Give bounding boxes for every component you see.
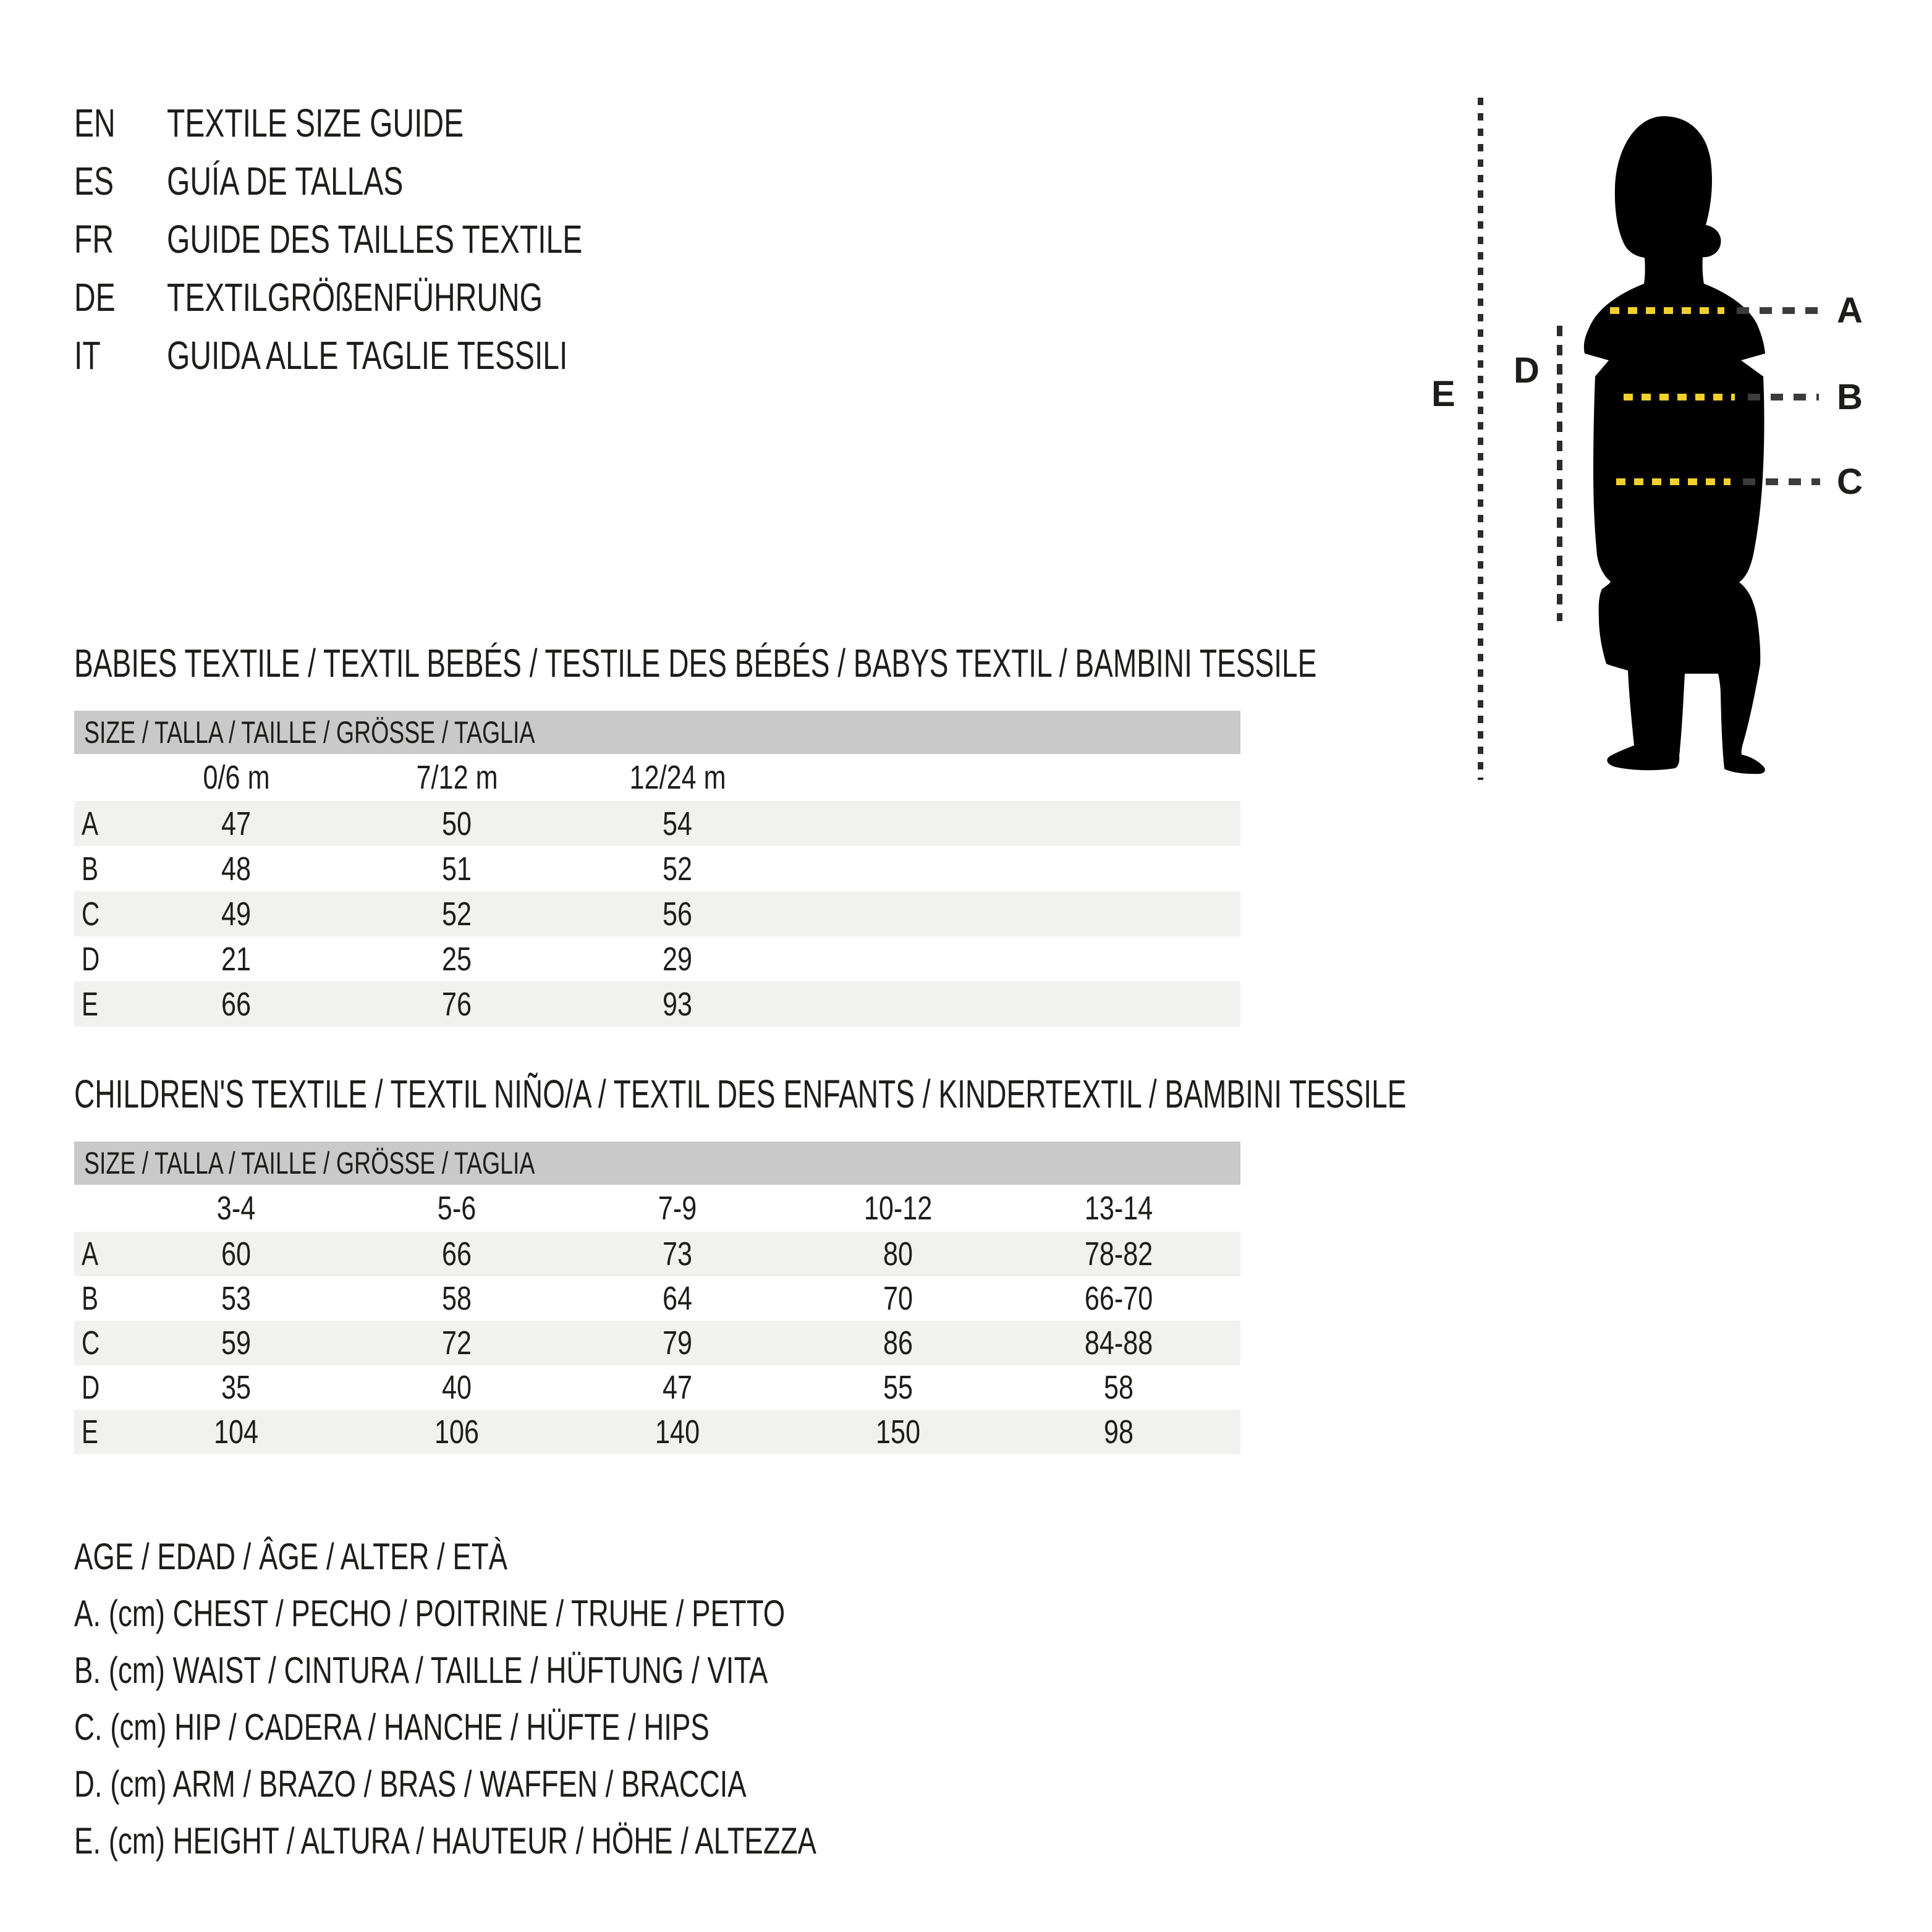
measure-label-e: E	[1431, 374, 1455, 414]
hip-measure-dash-yellow	[1616, 478, 1731, 485]
language-title: GUÍA DE TALLAS	[167, 159, 404, 203]
table-cell: 25	[442, 940, 472, 978]
table-cell: 60	[221, 1235, 252, 1273]
table-cell: 64	[663, 1280, 693, 1317]
table-cell: 72	[442, 1324, 472, 1362]
measurement-legend	[74, 1528, 1051, 1869]
language-title: GUIDE DES TAILLES TEXTILE	[167, 217, 583, 261]
table-cell: 76	[442, 985, 472, 1023]
row-label: D	[82, 940, 100, 978]
child-silhouette-icon	[1570, 112, 1780, 776]
language-row-es	[74, 152, 721, 210]
language-code: IT	[74, 333, 101, 378]
table-cell: 21	[221, 940, 252, 978]
language-row-en	[74, 94, 721, 152]
legend-line-chest: A. (cm) CHEST / PECHO / POITRINE / TRUHE / PETTO	[74, 1592, 786, 1634]
table-cell: 106	[434, 1413, 480, 1451]
arm-guide-dotted-line	[1557, 326, 1562, 621]
children-size-table	[74, 1142, 1240, 1454]
table-cell: 50	[442, 805, 472, 842]
language-title: GUIDA ALLE TAGLIE TESSILI	[167, 333, 568, 378]
row-label: B	[82, 850, 99, 888]
babies-size-table	[74, 711, 1240, 1027]
row-label: B	[82, 1280, 99, 1317]
table-row	[74, 846, 1240, 891]
chest-measure-dash-dark	[1737, 307, 1819, 314]
table-cell: 150	[876, 1413, 921, 1451]
column-header: 5-6	[438, 1190, 477, 1227]
table-cell: 66	[221, 985, 252, 1023]
legend-line-waist: B. (cm) WAIST / CINTURA / TAILLE / HÜFTUNG / VITA	[74, 1649, 768, 1691]
column-header: 10-12	[864, 1190, 933, 1227]
size-header-label: SIZE / TALLA / TAILLE / GRÖSSE / TAGLIA	[84, 1146, 535, 1180]
language-title: TEXTILGRÖßENFÜHRUNG	[167, 275, 543, 320]
table-row	[74, 801, 1240, 846]
table-cell: 104	[214, 1413, 259, 1451]
measure-label-c: C	[1837, 462, 1863, 502]
babies-column-header-row	[74, 754, 1240, 801]
language-title-block	[74, 94, 721, 384]
row-label: D	[82, 1369, 100, 1406]
size-header-bar	[74, 1142, 1240, 1185]
table-cell: 48	[221, 850, 252, 888]
table-row	[74, 936, 1240, 981]
language-title: TEXTILE SIZE GUIDE	[167, 101, 464, 145]
hip-measure-dash-dark	[1743, 478, 1820, 485]
table-cell: 98	[1104, 1413, 1134, 1451]
language-row-fr	[74, 210, 721, 268]
column-header: 7-9	[658, 1190, 697, 1227]
table-row	[74, 891, 1240, 936]
legend-line-arm: D. (cm) ARM / BRAZO / BRAS / WAFFEN / BRACCIA	[74, 1763, 747, 1805]
table-row	[74, 1321, 1240, 1365]
table-row	[74, 981, 1240, 1027]
language-row-it	[74, 326, 721, 384]
table-cell: 86	[883, 1324, 913, 1362]
table-cell: 52	[663, 850, 693, 888]
row-label: C	[82, 895, 100, 933]
column-header: 7/12 m	[416, 759, 498, 796]
language-code: DE	[74, 275, 116, 320]
column-header: 0/6 m	[203, 759, 270, 796]
measure-label-b: B	[1837, 377, 1863, 417]
table-cell: 47	[663, 1369, 693, 1406]
measure-label-a: A	[1837, 290, 1863, 331]
size-header-bar	[74, 711, 1240, 754]
table-cell: 49	[221, 895, 252, 933]
table-cell: 58	[442, 1280, 472, 1317]
table-cell: 47	[221, 805, 252, 842]
column-header: 13-14	[1085, 1190, 1153, 1227]
row-label: C	[82, 1324, 100, 1362]
table-cell: 66	[442, 1235, 472, 1273]
table-cell: 55	[883, 1369, 913, 1406]
table-cell: 51	[442, 850, 472, 888]
table-cell: 40	[442, 1369, 472, 1406]
legend-line-height: E. (cm) HEIGHT / ALTURA / HAUTEUR / HÖHE / ALTEZZA	[74, 1820, 816, 1862]
size-header-label: SIZE / TALLA / TAILLE / GRÖSSE / TAGLIA	[84, 715, 535, 750]
language-code: ES	[74, 159, 114, 203]
table-cell: 66-70	[1085, 1280, 1153, 1317]
table-cell: 29	[663, 940, 693, 978]
column-header: 12/24 m	[629, 759, 726, 796]
row-label: A	[82, 1235, 99, 1273]
table-cell: 53	[221, 1280, 252, 1317]
table-cell: 78-82	[1085, 1235, 1153, 1273]
table-cell: 54	[663, 805, 693, 842]
table-cell: 73	[663, 1235, 693, 1273]
waist-measure-dash-yellow	[1624, 394, 1735, 400]
row-label: A	[82, 805, 99, 842]
chest-measure-dash-yellow	[1610, 307, 1724, 314]
language-row-de	[74, 268, 721, 326]
table-cell: 70	[883, 1280, 913, 1317]
language-code: FR	[74, 217, 114, 261]
children-section-title: CHILDREN'S TEXTILE / TEXTIL NIÑO/A / TEXTIL DES ENFANTS / KINDERTEXTIL / BAMBINI TESSILE	[74, 1072, 1407, 1116]
table-cell: 80	[883, 1235, 913, 1273]
waist-measure-dash-dark	[1748, 394, 1819, 400]
table-row	[74, 1232, 1240, 1276]
language-code: EN	[74, 101, 116, 145]
table-row	[74, 1410, 1240, 1454]
legend-line-hip: C. (cm) HIP / CADERA / HANCHE / HÜFTE / HIPS	[74, 1706, 710, 1748]
row-label: E	[82, 1413, 99, 1451]
table-cell: 79	[663, 1324, 693, 1362]
table-cell: 59	[221, 1324, 252, 1362]
measurement-figure	[1409, 93, 1932, 785]
table-cell: 58	[1104, 1369, 1134, 1406]
table-cell: 56	[663, 895, 693, 933]
table-cell: 52	[442, 895, 472, 933]
table-cell: 140	[655, 1413, 700, 1451]
babies-section-title: BABIES TEXTILE / TEXTIL BEBÉS / TESTILE DES BÉBÉS / BABYS TEXTIL / BAMBINI TESSILE	[74, 641, 1317, 685]
table-row	[74, 1276, 1240, 1321]
children-column-header-row	[74, 1185, 1240, 1232]
table-row	[74, 1365, 1240, 1410]
column-header: 3-4	[217, 1190, 256, 1227]
table-cell: 35	[221, 1369, 252, 1406]
table-cell: 84-88	[1085, 1324, 1153, 1362]
table-cell: 93	[663, 985, 693, 1023]
height-guide-dotted-line	[1478, 98, 1483, 780]
measure-label-d: D	[1514, 350, 1540, 391]
row-label: E	[82, 985, 99, 1023]
legend-line-age: AGE / EDAD / ÂGE / ALTER / ETÀ	[74, 1535, 508, 1577]
